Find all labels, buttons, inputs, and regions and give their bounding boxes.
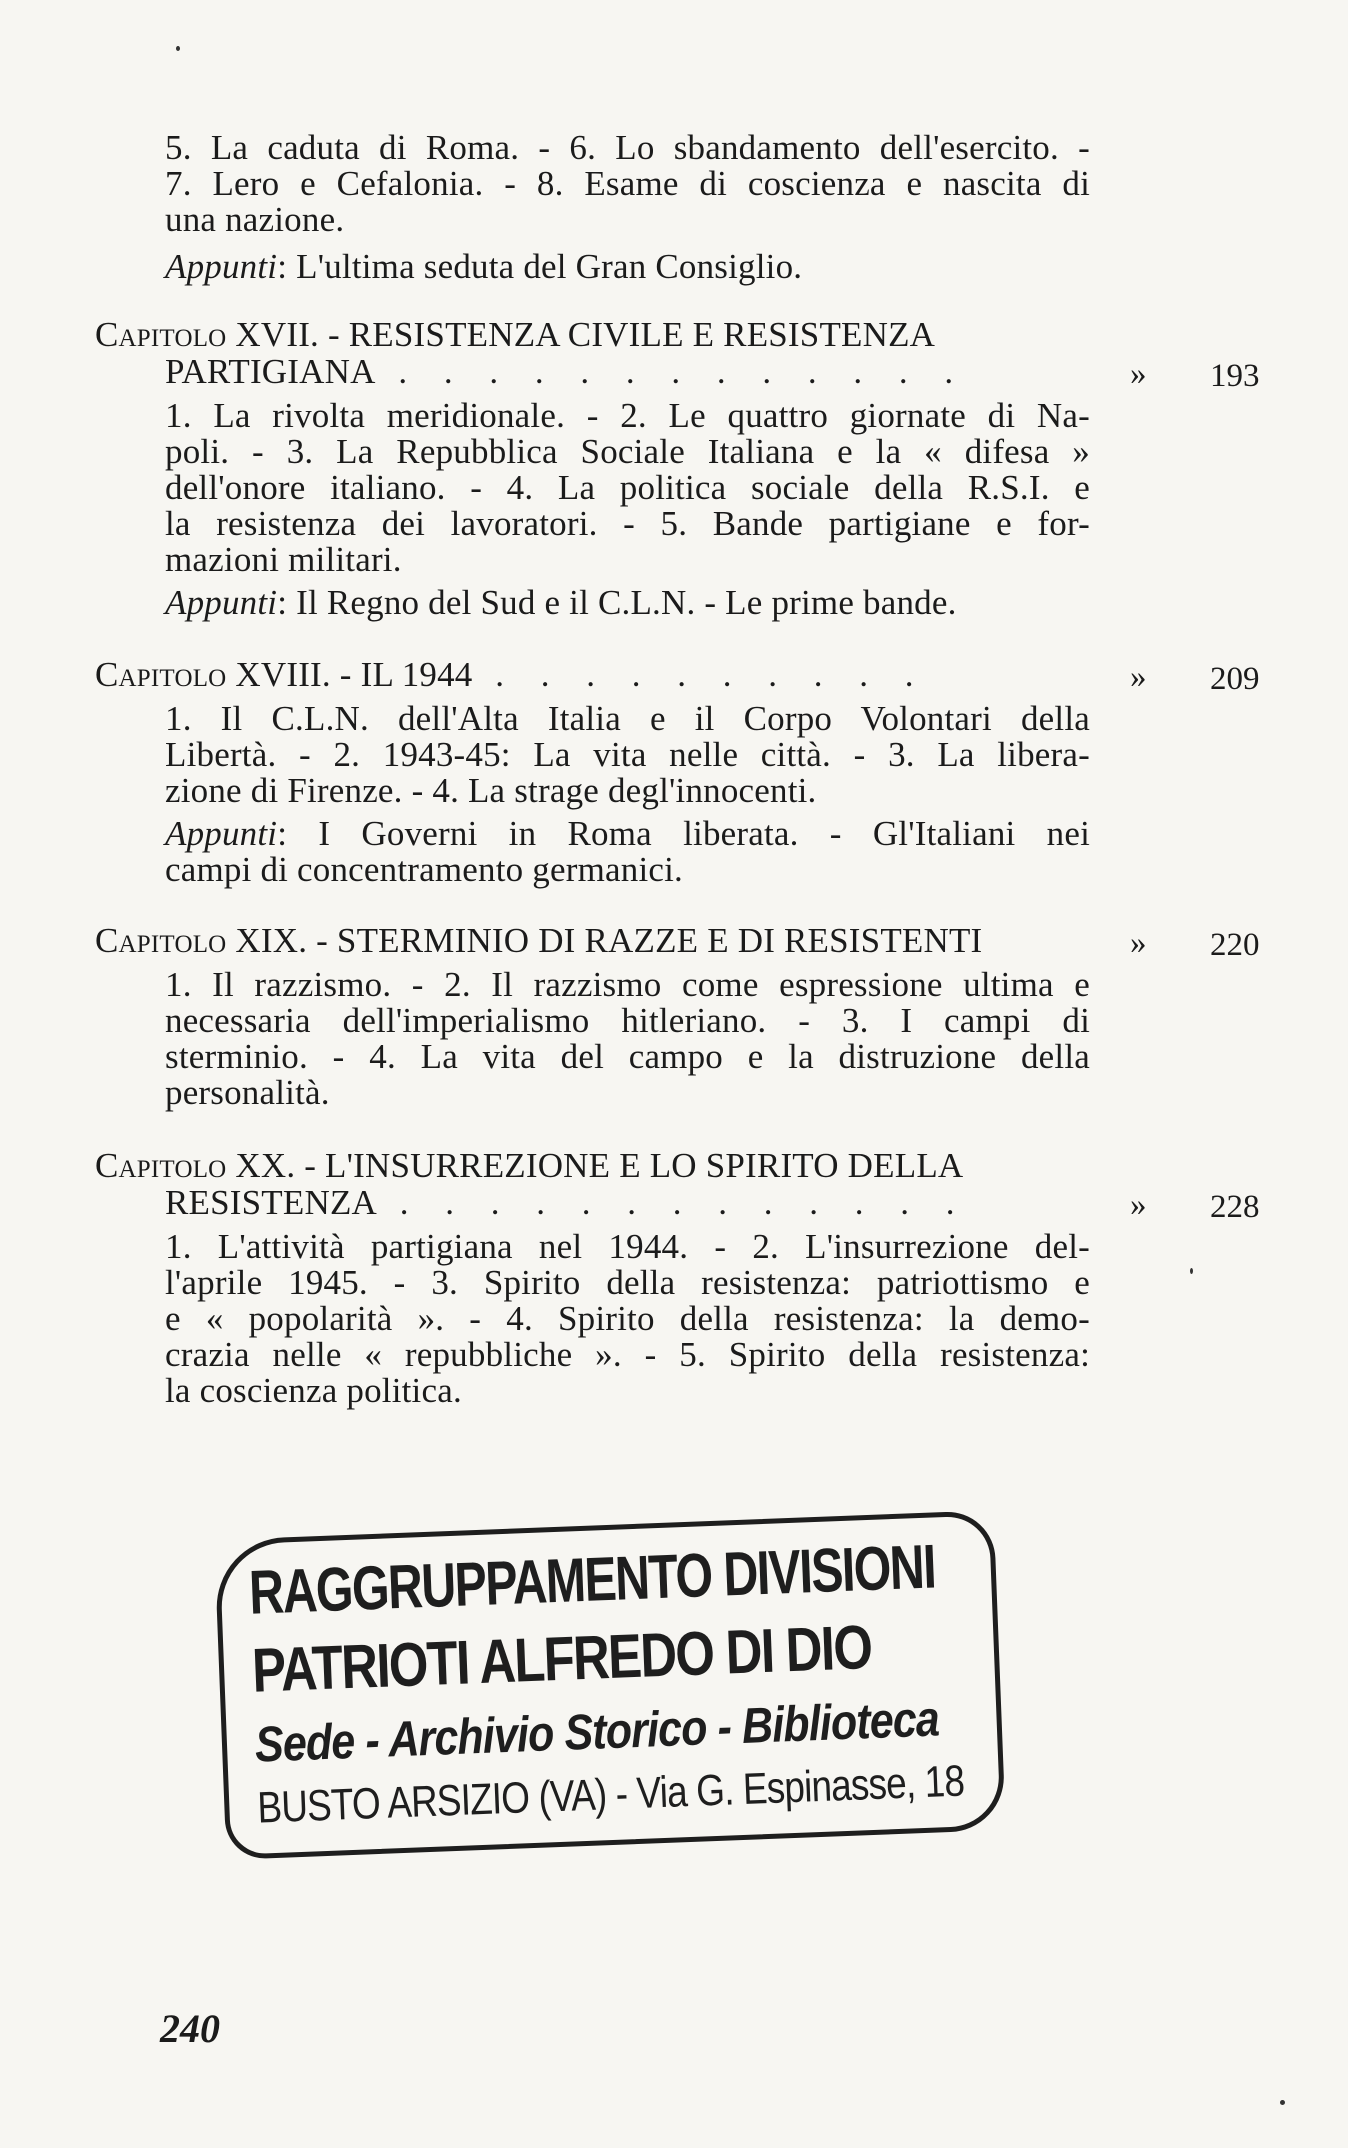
chapter-heading (95, 656, 928, 694)
stamp-line-3: Sede - Archivio Storico - Biblioteca (253, 1690, 940, 1773)
chapter-page-number: 193 (1210, 358, 1260, 394)
chapter-title: XIX. - STERMINIO DI RAZZE E DI RESISTENTI (235, 921, 983, 960)
chapter-summary-line: Libertà. - 2. 1943-45: La vita nelle città. - 3. La libera- (165, 735, 1090, 774)
chapter-summary-line: 1. La rivolta meridionale. - 2. Le quattro giornate di Na- (165, 396, 1090, 435)
scan-speck (1190, 1268, 1193, 1274)
chapter-summary-line: personalità. (165, 1073, 330, 1112)
page-number: 240 (160, 2006, 220, 2051)
chapter-title: XVIII. - IL 1944 (235, 655, 473, 694)
library-stamp (214, 1510, 1006, 1860)
chapter-summary-line: mazioni militari. (165, 540, 402, 579)
chapter-title-cont (165, 1184, 969, 1222)
prev-chapter-line: 5. La caduta di Roma. - 6. Lo sbandamento dell'esercito. - (165, 128, 1090, 167)
chapter-label: Capitolo (95, 655, 227, 694)
appunti-text: : Il Regno del Sud e il C.L.N. - Le prime bande. (277, 583, 957, 622)
chapter-heading (95, 922, 982, 960)
chapter-ref-mark: » (1130, 1187, 1147, 1223)
appunti-label: Appunti (165, 247, 278, 286)
chapter-summary-line: 1. L'attività partigiana nel 1944. - 2. L'insurrezione del- (165, 1227, 1090, 1266)
prev-chapter-line: 7. Lero e Cefalonia. - 8. Esame di coscienza e nascita di (165, 164, 1090, 203)
chapter-heading (95, 1147, 963, 1185)
leader-dots: . . . . . . . . . . . . . (375, 352, 968, 391)
stamp-line-1: RAGGRUPPAMENTO DIVISIONI (247, 1532, 937, 1628)
chapter-label: Capitolo (95, 315, 227, 354)
chapter-page-number: 228 (1210, 1189, 1260, 1225)
appunti-label: Appunti (165, 583, 278, 622)
chapter-summary-line: poli. - 3. La Repubblica Sociale Italiana e la « difesa » (165, 432, 1090, 471)
chapter-summary-line: la resistenza dei lavoratori. - 5. Bande partigiane e for- (165, 504, 1090, 543)
chapter-ref-mark: » (1130, 925, 1147, 961)
stamp-line-4: BUSTO ARSIZIO (VA) - Via G. Espinasse, 18 (256, 1756, 965, 1833)
chapter-summary-line: la coscienza politica. (165, 1371, 462, 1410)
chapter-title-line2: PARTIGIANA (165, 352, 376, 391)
stamp-line-2: PATRIOTI ALFREDO DI DIO (250, 1612, 873, 1706)
chapter-appunti-cont: campi di concentramento germanici. (165, 850, 683, 889)
chapter-summary-line: 1. Il C.L.N. dell'Alta Italia e il Corpo Volontari della (165, 699, 1090, 738)
chapter-summary-line: dell'onore italiano. - 4. La politica sociale della R.S.I. e (165, 468, 1090, 507)
leader-dots: . . . . . . . . . . (472, 655, 928, 694)
scan-speck (1280, 2100, 1285, 2105)
chapter-page-number: 220 (1210, 927, 1260, 963)
chapter-ref-mark: » (1130, 659, 1147, 695)
appunti-text: : L'ultima seduta del Gran Consiglio. (277, 247, 803, 286)
chapter-summary-line: necessaria dell'imperialismo hitleriano. - 3. I campi di (165, 1001, 1090, 1040)
chapter-summary-line: sterminio. - 4. La vita del campo e la distruzione della (165, 1037, 1090, 1076)
chapter-appunti (165, 584, 957, 622)
chapter-summary-line: l'aprile 1945. - 3. Spirito della resistenza: patriottismo e (165, 1263, 1090, 1302)
chapter-summary-line: 1. Il razzismo. - 2. Il razzismo come espressione ultima e (165, 965, 1090, 1004)
chapter-summary-line: crazia nelle « repubbliche ». - 5. Spirito della resistenza: (165, 1335, 1090, 1374)
scan-speck (176, 46, 180, 51)
chapter-heading (95, 316, 935, 354)
chapter-title-cont (165, 353, 967, 391)
chapter-summary-line: e « popolarità ». - 4. Spirito della resistenza: la demo- (165, 1299, 1090, 1338)
appunti-label: Appunti (165, 814, 278, 853)
prev-chapter-appunti (165, 248, 802, 286)
chapter-appunti (165, 815, 1090, 853)
chapter-page-number: 209 (1210, 661, 1260, 697)
chapter-title: XX. - L'INSURREZIONE E LO SPIRITO DELLA (235, 1146, 964, 1185)
leader-dots: . . . . . . . . . . . . . (377, 1183, 969, 1222)
chapter-title-line2: RESISTENZA (165, 1183, 377, 1222)
chapter-summary-line: zione di Firenze. - 4. La strage degl'innocenti. (165, 771, 817, 810)
chapter-ref-mark: » (1130, 356, 1147, 392)
chapter-title: XVII. - RESISTENZA CIVILE E RESISTENZA (235, 315, 936, 354)
chapter-label: Capitolo (95, 921, 227, 960)
chapter-label: Capitolo (95, 1146, 227, 1185)
appunti-text: : I Governi in Roma liberata. - Gl'Italiani nei (277, 814, 1090, 853)
prev-chapter-line: una nazione. (165, 200, 345, 239)
